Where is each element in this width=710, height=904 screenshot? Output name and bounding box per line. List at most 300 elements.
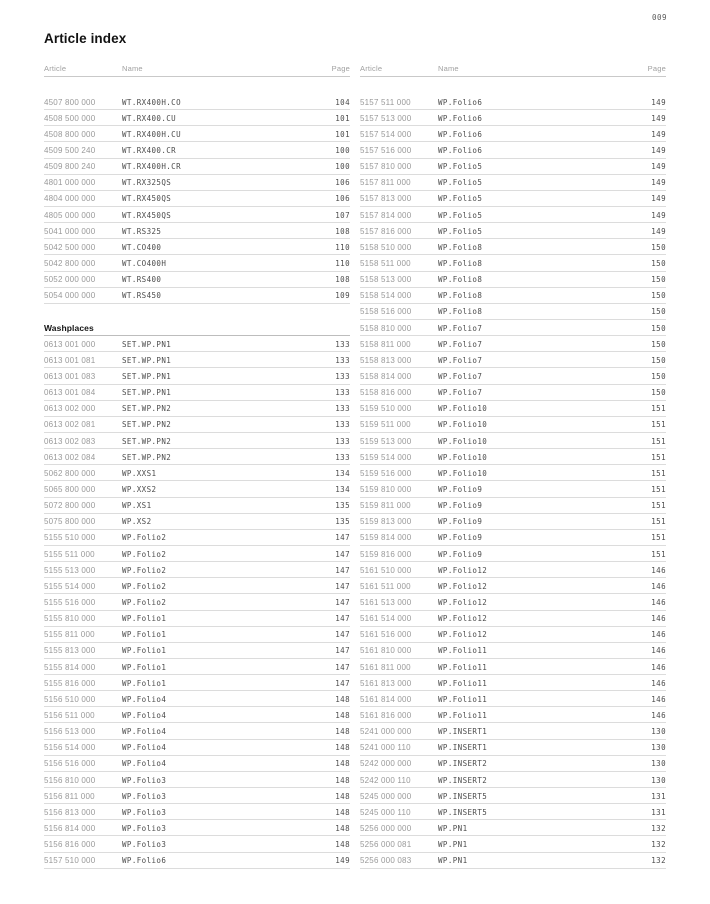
column-header-name: Name bbox=[122, 64, 143, 73]
index-row bbox=[44, 675, 350, 691]
index-row bbox=[360, 223, 666, 239]
index-row bbox=[360, 126, 666, 142]
product-name: WP.Folio5 bbox=[438, 210, 483, 220]
product-name: WP.Folio6 bbox=[438, 113, 483, 123]
page-ref: 108 bbox=[335, 275, 350, 285]
index-row bbox=[360, 207, 666, 223]
article-number: 5156 811 000 bbox=[44, 791, 95, 801]
article-number: 5256 000 081 bbox=[360, 840, 412, 850]
page-ref: 148 bbox=[335, 807, 350, 817]
page-ref: 151 bbox=[651, 452, 666, 462]
page-ref: 130 bbox=[651, 759, 666, 769]
page-ref: 133 bbox=[335, 420, 350, 430]
index-row bbox=[360, 417, 666, 433]
page-ref: 150 bbox=[651, 242, 666, 252]
page-ref: 133 bbox=[335, 388, 350, 398]
page-ref: 147 bbox=[335, 614, 350, 624]
article-number: 4805 000 000 bbox=[44, 210, 96, 220]
product-name: WP.Folio10 bbox=[438, 452, 488, 462]
column-header-left bbox=[44, 60, 350, 77]
article-number: 5052 000 000 bbox=[44, 275, 96, 285]
product-name: WP.Folio5 bbox=[438, 226, 483, 236]
page-ref: 146 bbox=[651, 694, 666, 704]
product-name: WP.INSERT5 bbox=[438, 791, 488, 801]
article-number: 5158 513 000 bbox=[360, 275, 412, 285]
index-row bbox=[44, 707, 350, 723]
page-ref: 149 bbox=[651, 178, 666, 188]
page-ref: 151 bbox=[651, 533, 666, 543]
page-ref: 150 bbox=[651, 275, 666, 285]
page-ref: 133 bbox=[335, 339, 350, 349]
index-row bbox=[44, 288, 350, 304]
product-name: WP.Folio2 bbox=[122, 581, 167, 591]
page-ref: 107 bbox=[335, 210, 350, 220]
article-number: 5161 514 000 bbox=[360, 614, 412, 624]
index-row bbox=[360, 159, 666, 175]
page-ref: 147 bbox=[335, 630, 350, 640]
article-number: 0613 002 083 bbox=[44, 436, 96, 446]
article-number: 5256 000 000 bbox=[360, 823, 412, 833]
index-column-right bbox=[360, 60, 666, 869]
article-number: 5157 816 000 bbox=[360, 226, 412, 236]
index-row bbox=[360, 239, 666, 255]
index-row bbox=[44, 530, 350, 546]
article-number: 5242 000 110 bbox=[360, 775, 411, 785]
page-ref: 101 bbox=[335, 129, 350, 139]
article-number: 4801 000 000 bbox=[44, 178, 96, 188]
page-ref: 147 bbox=[335, 565, 350, 575]
article-number: 5158 813 000 bbox=[360, 355, 412, 365]
page-ref: 150 bbox=[651, 339, 666, 349]
page-ref: 150 bbox=[651, 291, 666, 301]
page-ref: 133 bbox=[335, 355, 350, 365]
product-name: WP.Folio11 bbox=[438, 678, 488, 688]
product-name: WP.INSERT1 bbox=[438, 743, 488, 753]
product-name: WP.Folio3 bbox=[122, 823, 167, 833]
article-number: 5155 814 000 bbox=[44, 662, 96, 672]
article-number: 5156 816 000 bbox=[44, 840, 96, 850]
page-ref: 106 bbox=[335, 194, 350, 204]
article-number: 5161 516 000 bbox=[360, 630, 412, 640]
product-name: WP.Folio7 bbox=[438, 323, 483, 333]
article-number: 5241 000 000 bbox=[360, 727, 412, 737]
index-row bbox=[44, 627, 350, 643]
product-name: WP.Folio5 bbox=[438, 178, 483, 188]
article-number: 5157 514 000 bbox=[360, 129, 412, 139]
article-number: 5158 514 000 bbox=[360, 291, 412, 301]
article-number: 5157 510 000 bbox=[44, 856, 96, 866]
article-number: 5158 811 000 bbox=[360, 339, 411, 349]
page-ref: 151 bbox=[651, 501, 666, 511]
index-row bbox=[44, 578, 350, 594]
index-row bbox=[44, 498, 350, 514]
page-ref: 133 bbox=[335, 436, 350, 446]
article-number: 5157 811 000 bbox=[360, 178, 411, 188]
index-row bbox=[360, 820, 666, 836]
index-row bbox=[44, 401, 350, 417]
index-row bbox=[44, 643, 350, 659]
index-row bbox=[360, 740, 666, 756]
article-number: 5156 813 000 bbox=[44, 807, 96, 817]
article-number: 5245 000 110 bbox=[360, 807, 411, 817]
product-name: WP.Folio4 bbox=[122, 727, 167, 737]
index-row bbox=[44, 562, 350, 578]
index-row bbox=[360, 611, 666, 627]
page-ref: 134 bbox=[335, 485, 350, 495]
article-number: 5155 516 000 bbox=[44, 598, 96, 607]
article-number: 5155 813 000 bbox=[44, 646, 96, 656]
page-ref: 146 bbox=[651, 565, 666, 575]
article-number: 5042 800 000 bbox=[44, 259, 96, 269]
product-name: SET.WP.PN2 bbox=[122, 420, 172, 430]
article-number: 5156 514 000 bbox=[44, 743, 96, 753]
product-name: WT.RX400.CR bbox=[122, 146, 177, 156]
page-ref: 104 bbox=[335, 97, 350, 107]
index-row bbox=[360, 272, 666, 288]
product-name: WT.RS450 bbox=[122, 291, 162, 301]
index-row bbox=[44, 804, 350, 820]
product-name: WP.INSERT2 bbox=[438, 775, 488, 785]
index-row bbox=[360, 191, 666, 207]
index-rows-right bbox=[360, 94, 666, 869]
index-row bbox=[360, 578, 666, 594]
product-name: WP.Folio1 bbox=[122, 630, 167, 640]
page-ref: 150 bbox=[651, 259, 666, 269]
product-name: WP.Folio1 bbox=[122, 614, 167, 624]
page-ref: 149 bbox=[651, 210, 666, 220]
page-ref: 149 bbox=[651, 129, 666, 139]
product-name: SET.WP.PN2 bbox=[122, 452, 172, 462]
page-ref: 148 bbox=[335, 791, 350, 801]
page-ref: 133 bbox=[335, 404, 350, 414]
article-number: 4804 000 000 bbox=[44, 194, 96, 204]
article-number: 5161 510 000 bbox=[360, 565, 412, 575]
product-name: WP.XXS2 bbox=[122, 485, 157, 495]
index-row bbox=[44, 336, 350, 352]
column-header-page: Page bbox=[647, 64, 666, 73]
index-row bbox=[44, 272, 350, 288]
index-row bbox=[44, 433, 350, 449]
page-ref: 146 bbox=[651, 710, 666, 720]
article-number: 4508 800 000 bbox=[44, 129, 96, 139]
article-number: 5157 516 000 bbox=[360, 146, 412, 156]
index-row bbox=[44, 352, 350, 368]
product-name: SET.WP.PN1 bbox=[122, 339, 172, 349]
page-ref: 147 bbox=[335, 678, 350, 688]
product-name: WP.Folio4 bbox=[122, 759, 167, 769]
folio-page-number: 009 bbox=[651, 13, 667, 22]
index-columns bbox=[44, 60, 666, 869]
article-number: 5159 810 000 bbox=[360, 485, 412, 495]
page-ref: 110 bbox=[335, 259, 350, 269]
product-name: WP.Folio9 bbox=[438, 549, 483, 559]
page-ref: 147 bbox=[335, 646, 350, 656]
page-ref: 135 bbox=[335, 517, 350, 527]
product-name: WP.Folio2 bbox=[122, 598, 167, 607]
article-number: 5159 514 000 bbox=[360, 452, 412, 462]
page-ref: 130 bbox=[651, 743, 666, 753]
article-number: 5062 800 000 bbox=[44, 468, 96, 478]
page-ref: 106 bbox=[335, 178, 350, 188]
index-row bbox=[44, 836, 350, 852]
index-row bbox=[360, 853, 666, 869]
product-name: WP.INSERT1 bbox=[438, 727, 488, 737]
article-number: 5158 511 000 bbox=[360, 259, 411, 269]
index-row bbox=[360, 498, 666, 514]
article-number: 5157 814 000 bbox=[360, 210, 412, 220]
article-number: 5155 811 000 bbox=[44, 630, 95, 640]
article-number: 0613 002 081 bbox=[44, 420, 96, 430]
page-ref: 149 bbox=[651, 146, 666, 156]
index-row bbox=[360, 352, 666, 368]
index-row bbox=[44, 853, 350, 869]
index-row bbox=[44, 159, 350, 175]
index-row bbox=[44, 740, 350, 756]
product-name: WP.Folio4 bbox=[122, 694, 167, 704]
index-row bbox=[44, 191, 350, 207]
article-number: 5161 810 000 bbox=[360, 646, 412, 656]
page-ref: 151 bbox=[651, 420, 666, 430]
page-ref: 151 bbox=[651, 468, 666, 478]
column-header-article: Article bbox=[360, 64, 383, 73]
index-rows-left bbox=[44, 94, 350, 869]
page-ref: 148 bbox=[335, 823, 350, 833]
product-name: WP.Folio1 bbox=[122, 678, 167, 688]
index-row bbox=[360, 175, 666, 191]
index-row bbox=[44, 611, 350, 627]
index-row bbox=[360, 756, 666, 772]
product-name: WP.Folio10 bbox=[438, 420, 488, 430]
index-row bbox=[360, 514, 666, 530]
product-name: WT.CO400 bbox=[122, 242, 162, 252]
index-row bbox=[44, 772, 350, 788]
product-name: WP.Folio8 bbox=[438, 259, 483, 269]
index-row bbox=[360, 320, 666, 336]
article-number: 5159 813 000 bbox=[360, 517, 412, 527]
product-name: WP.Folio11 bbox=[438, 710, 488, 720]
product-name: WT.RX450QS bbox=[122, 194, 172, 204]
index-row bbox=[44, 659, 350, 675]
article-number: 5155 816 000 bbox=[44, 678, 96, 688]
page-ref: 151 bbox=[651, 549, 666, 559]
index-row bbox=[360, 627, 666, 643]
product-name: WP.Folio6 bbox=[438, 129, 483, 139]
page-ref: 149 bbox=[651, 194, 666, 204]
page-ref: 149 bbox=[651, 97, 666, 107]
index-row bbox=[44, 691, 350, 707]
product-name: WP.Folio8 bbox=[438, 242, 483, 252]
index-row bbox=[44, 481, 350, 497]
page-ref: 151 bbox=[651, 404, 666, 414]
article-number: 5159 510 000 bbox=[360, 404, 412, 414]
index-row bbox=[360, 465, 666, 481]
article-number: 5041 000 000 bbox=[44, 226, 96, 236]
page-ref: 146 bbox=[651, 678, 666, 688]
page-ref: 150 bbox=[651, 372, 666, 382]
page-ref: 147 bbox=[335, 549, 350, 559]
page-ref: 130 bbox=[651, 775, 666, 785]
page-ref: 132 bbox=[651, 840, 666, 850]
product-name: WP.PN1 bbox=[438, 856, 468, 866]
row-spacer bbox=[44, 304, 350, 320]
article-number: 5157 513 000 bbox=[360, 113, 412, 123]
product-name: WP.Folio1 bbox=[122, 662, 167, 672]
index-row bbox=[44, 546, 350, 562]
product-name: WT.RX325QS bbox=[122, 178, 172, 188]
index-row bbox=[360, 723, 666, 739]
index-row bbox=[360, 110, 666, 126]
product-name: SET.WP.PN1 bbox=[122, 388, 172, 398]
article-number: 5155 514 000 bbox=[44, 581, 96, 591]
index-row bbox=[360, 546, 666, 562]
article-number: 5155 810 000 bbox=[44, 614, 96, 624]
article-number: 0613 001 000 bbox=[44, 339, 96, 349]
index-row bbox=[44, 820, 350, 836]
product-name: WP.Folio11 bbox=[438, 694, 488, 704]
page-title: Article index bbox=[44, 31, 127, 46]
article-number: 5256 000 083 bbox=[360, 856, 412, 866]
article-number: 5161 811 000 bbox=[360, 662, 411, 672]
page-ref: 147 bbox=[335, 533, 350, 543]
page-ref: 146 bbox=[651, 598, 666, 607]
page-ref: 131 bbox=[651, 807, 666, 817]
article-number: 5054 000 000 bbox=[44, 291, 96, 301]
index-row bbox=[44, 449, 350, 465]
article-number: 0613 002 000 bbox=[44, 404, 96, 414]
page-ref: 148 bbox=[335, 710, 350, 720]
product-name: WP.Folio9 bbox=[438, 533, 483, 543]
article-number: 5042 500 000 bbox=[44, 242, 96, 252]
article-number: 5158 810 000 bbox=[360, 323, 412, 333]
page-ref: 151 bbox=[651, 485, 666, 495]
product-name: WT.RX400H.CU bbox=[122, 129, 181, 139]
product-name: WP.PN1 bbox=[438, 823, 468, 833]
product-name: WP.Folio7 bbox=[438, 372, 483, 382]
product-name: WP.Folio5 bbox=[438, 162, 483, 172]
page-ref: 146 bbox=[651, 646, 666, 656]
article-number: 5159 814 000 bbox=[360, 533, 412, 543]
product-name: WP.Folio12 bbox=[438, 598, 488, 607]
page-ref: 150 bbox=[651, 388, 666, 398]
product-name: WT.RX400H.CO bbox=[122, 97, 181, 107]
index-row bbox=[360, 336, 666, 352]
article-number: 5161 513 000 bbox=[360, 598, 412, 607]
page-ref: 132 bbox=[651, 856, 666, 866]
article-number: 5157 810 000 bbox=[360, 162, 412, 172]
article-number: 5245 000 000 bbox=[360, 791, 412, 801]
article-number: 4509 800 240 bbox=[44, 162, 96, 172]
product-name: WP.Folio6 bbox=[438, 97, 483, 107]
index-row bbox=[44, 756, 350, 772]
product-name: WP.XXS1 bbox=[122, 468, 157, 478]
product-name: WT.RX450QS bbox=[122, 210, 172, 220]
product-name: WP.XS2 bbox=[122, 517, 152, 527]
product-name: WP.Folio2 bbox=[122, 549, 167, 559]
product-name: WT.RS325 bbox=[122, 226, 162, 236]
index-row bbox=[44, 239, 350, 255]
article-number: 5155 510 000 bbox=[44, 533, 96, 543]
index-row bbox=[44, 514, 350, 530]
index-row bbox=[360, 659, 666, 675]
product-name: WP.Folio12 bbox=[438, 614, 488, 624]
article-number: 5065 800 000 bbox=[44, 485, 96, 495]
column-header-article: Article bbox=[44, 64, 67, 73]
article-number: 5159 816 000 bbox=[360, 549, 412, 559]
page-ref: 146 bbox=[651, 581, 666, 591]
page-ref: 146 bbox=[651, 614, 666, 624]
article-number: 5159 513 000 bbox=[360, 436, 412, 446]
product-name: WP.Folio3 bbox=[122, 791, 167, 801]
page-ref: 133 bbox=[335, 452, 350, 462]
article-number: 5156 510 000 bbox=[44, 694, 96, 704]
page-ref: 131 bbox=[651, 791, 666, 801]
article-number: 0613 001 084 bbox=[44, 388, 96, 398]
article-number: 5155 513 000 bbox=[44, 565, 96, 575]
product-name: WP.PN1 bbox=[438, 840, 468, 850]
product-name: WP.Folio9 bbox=[438, 517, 483, 527]
product-name: WP.Folio3 bbox=[122, 807, 167, 817]
index-row bbox=[44, 94, 350, 110]
page-ref: 147 bbox=[335, 598, 350, 607]
index-row bbox=[44, 126, 350, 142]
product-name: SET.WP.PN2 bbox=[122, 436, 172, 446]
product-name: WP.Folio10 bbox=[438, 468, 488, 478]
index-row bbox=[44, 110, 350, 126]
article-number: 5158 516 000 bbox=[360, 307, 412, 317]
index-row bbox=[360, 594, 666, 610]
index-row bbox=[44, 385, 350, 401]
index-column-left bbox=[44, 60, 350, 869]
product-name: WP.Folio3 bbox=[122, 840, 167, 850]
article-number: 5156 516 000 bbox=[44, 759, 96, 769]
index-row bbox=[360, 142, 666, 158]
article-number: 5157 813 000 bbox=[360, 194, 412, 204]
page-ref: 148 bbox=[335, 727, 350, 737]
index-row bbox=[360, 707, 666, 723]
article-number: 0613 001 081 bbox=[44, 355, 96, 365]
column-header-name: Name bbox=[438, 64, 459, 73]
header-gap bbox=[44, 77, 350, 94]
article-number: 5155 511 000 bbox=[44, 549, 95, 559]
product-name: WP.Folio7 bbox=[438, 339, 483, 349]
page-ref: 110 bbox=[335, 242, 350, 252]
page-ref: 134 bbox=[335, 468, 350, 478]
product-name: WP.Folio11 bbox=[438, 646, 488, 656]
product-name: WP.INSERT5 bbox=[438, 807, 488, 817]
page-ref: 149 bbox=[335, 856, 350, 866]
article-number: 5161 816 000 bbox=[360, 710, 412, 720]
page-ref: 148 bbox=[335, 694, 350, 704]
article-number: 0613 002 084 bbox=[44, 452, 96, 462]
page-ref: 100 bbox=[335, 162, 350, 172]
article-number: 5159 811 000 bbox=[360, 501, 411, 511]
article-number: 5241 000 110 bbox=[360, 743, 411, 753]
page-ref: 148 bbox=[335, 759, 350, 769]
article-number: 0613 001 083 bbox=[44, 372, 96, 382]
page-ref: 149 bbox=[651, 226, 666, 236]
page-ref: 149 bbox=[651, 113, 666, 123]
page-ref: 133 bbox=[335, 372, 350, 382]
header-gap bbox=[360, 77, 666, 94]
index-row bbox=[44, 175, 350, 191]
page-ref: 149 bbox=[651, 162, 666, 172]
page-ref: 150 bbox=[651, 323, 666, 333]
article-number: 5161 813 000 bbox=[360, 678, 412, 688]
article-number: 5158 510 000 bbox=[360, 242, 412, 252]
article-number: 5242 000 000 bbox=[360, 759, 412, 769]
index-row bbox=[44, 594, 350, 610]
page-ref: 148 bbox=[335, 743, 350, 753]
